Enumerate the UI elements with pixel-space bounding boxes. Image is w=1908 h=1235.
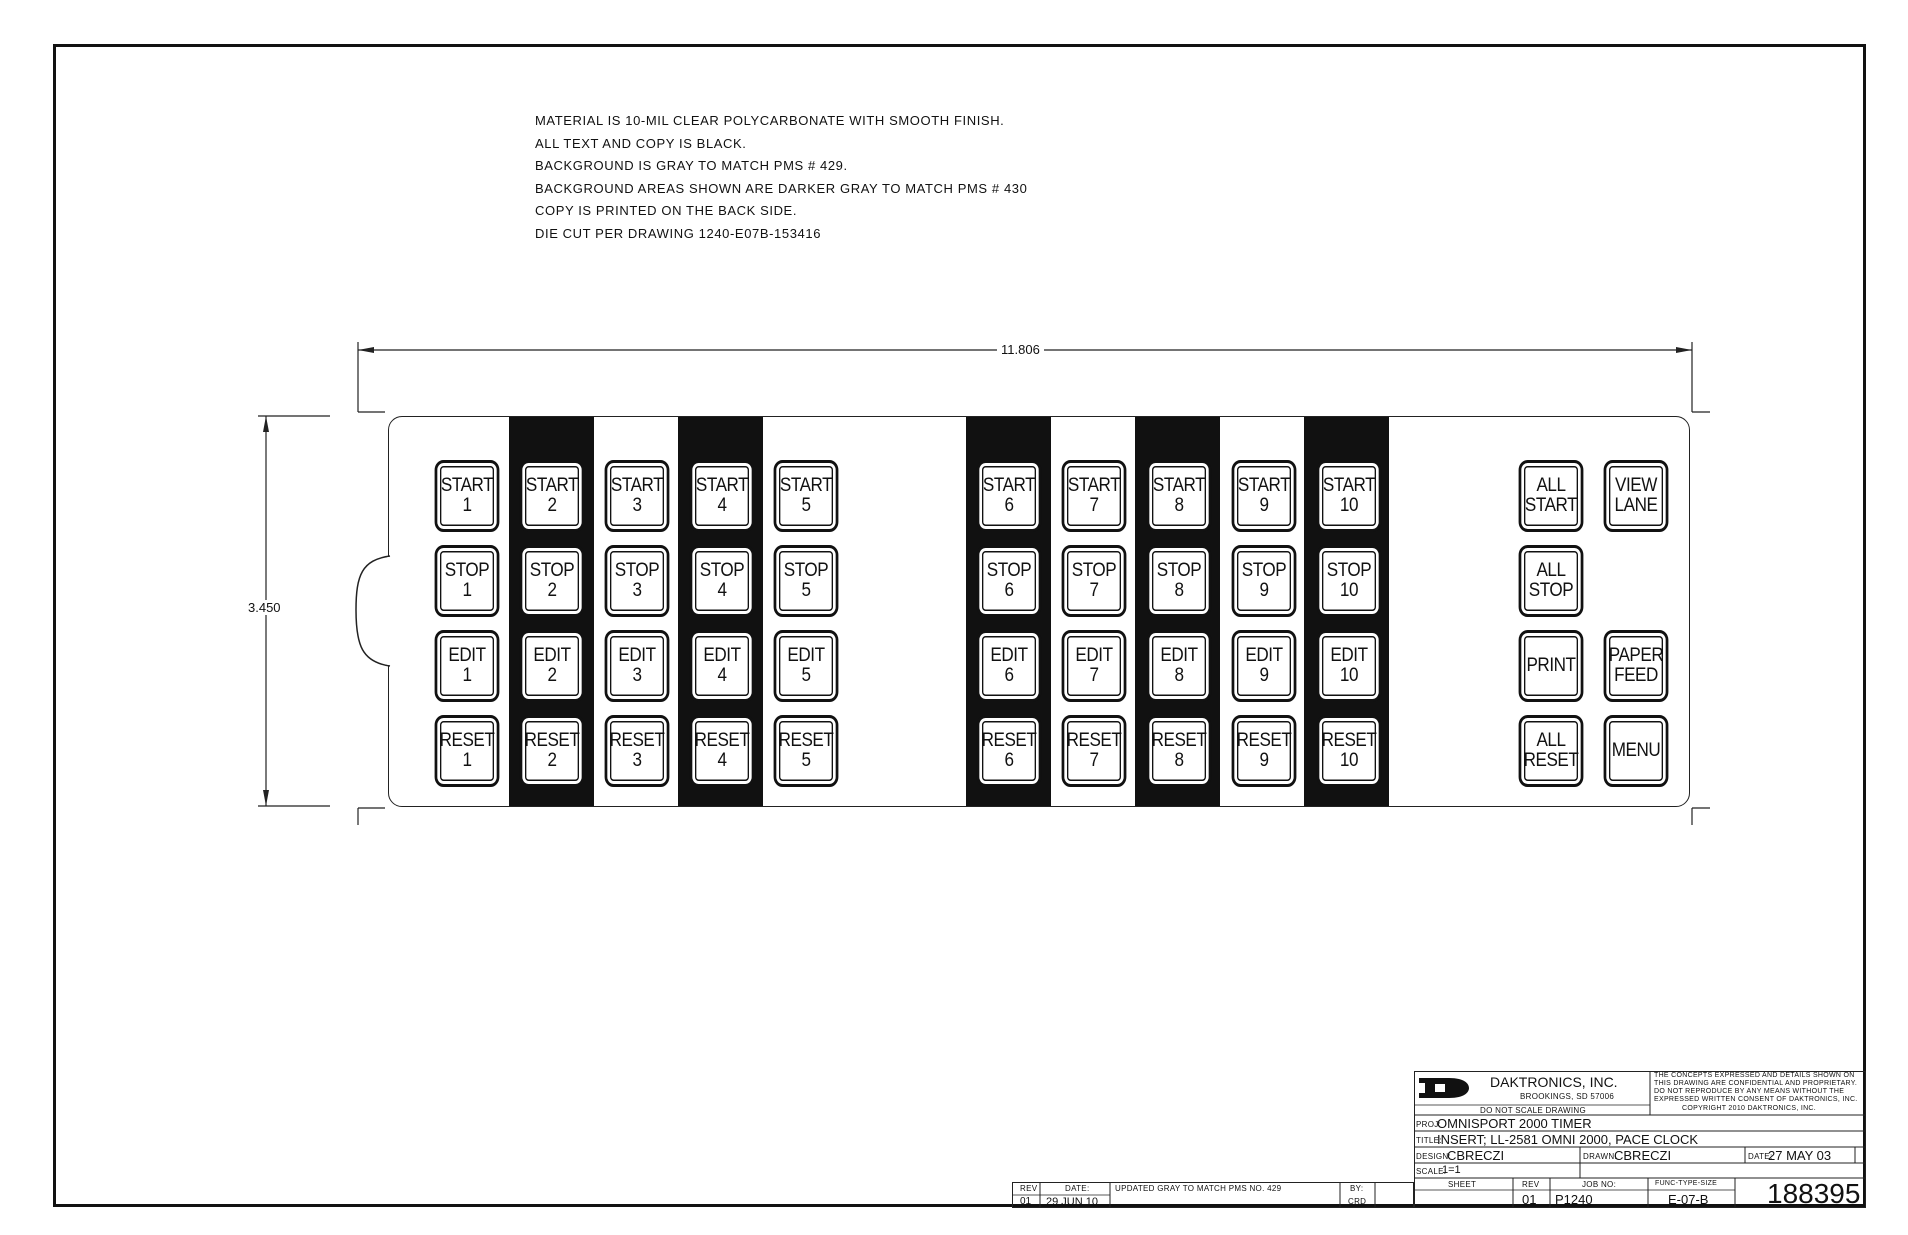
scale-value: 1=1	[1442, 1164, 1461, 1176]
key-label-line2: 9	[1259, 495, 1269, 516]
key-label-line2: 1	[462, 665, 472, 686]
key-label-line1: PAPER	[1608, 645, 1664, 666]
rev-description: UPDATED GRAY TO MATCH PMS NO. 429	[1115, 1184, 1282, 1193]
confidential-notice: THE CONCEPTS EXPRESSED AND DETAILS SHOWN ON THIS DRAWING ARE CONFIDENTIAL AND PROPRIETARY. DO NOT REPRODUCE BY ANY MEANS WITHOUT THE EXPRESSED WRITTEN CONSENT OF DAKTRONICS, INC.	[1654, 1072, 1858, 1103]
key-label-line1: RESET	[609, 730, 665, 751]
key-label-line2: 1	[462, 580, 472, 601]
key-label-line2: 8	[1174, 580, 1184, 601]
key-label-line2: 7	[1089, 580, 1099, 601]
key-label-line1: START	[440, 475, 494, 496]
key-label-line1: RESET	[1236, 730, 1292, 751]
key-label-line1: STOP	[1241, 560, 1287, 581]
copyright: COPYRIGHT 2010 DAKTRONICS, INC.	[1682, 1105, 1817, 1112]
do-not-scale: DO NOT SCALE DRAWING	[1480, 1106, 1587, 1115]
key-label-line1: START	[525, 475, 579, 496]
key-label-line2: START	[1524, 495, 1578, 516]
key-label-line1: VIEW	[1615, 475, 1657, 496]
width-dimension: 11.806	[997, 342, 1044, 357]
key-label-line2: 4	[717, 750, 727, 771]
rev-by: CRD	[1348, 1197, 1367, 1206]
company-location: BROOKINGS, SD 57006	[1520, 1092, 1615, 1101]
key-label-line1: STOP	[1156, 560, 1202, 581]
scale-label: SCALE:	[1416, 1167, 1447, 1176]
key-label-line1: START	[1067, 475, 1121, 496]
key-label-line2: 2	[547, 580, 557, 601]
company-name: DAKTRONICS, INC.	[1490, 1074, 1618, 1090]
key-label-line2: 10	[1339, 750, 1359, 771]
key-label-line1: EDIT	[990, 645, 1028, 666]
key-label-line2: 6	[1004, 495, 1014, 516]
rev-date-label: DATE:	[1065, 1184, 1090, 1193]
key-label-line1: START	[1322, 475, 1376, 496]
key-label-line1: EDIT	[787, 645, 825, 666]
key-label-line1: ALL	[1536, 475, 1566, 496]
key-label-line1: STOP	[529, 560, 575, 581]
tb-rev: 01	[1522, 1192, 1537, 1207]
key-label-line2: LANE	[1614, 495, 1658, 516]
note-line: BACKGROUND IS GRAY TO MATCH PMS # 429.	[535, 158, 848, 173]
key-label-line2: 7	[1089, 750, 1099, 771]
key-label-line1: EDIT	[1330, 645, 1368, 666]
key-label-line2: 9	[1259, 750, 1269, 771]
key-label-line1: EDIT	[1245, 645, 1283, 666]
height-dimension: 3.450	[244, 600, 285, 615]
key-label-line1: ALL	[1536, 560, 1566, 581]
key-label-line1: RESET	[1066, 730, 1122, 751]
key-label-line1: STOP	[444, 560, 490, 581]
key-label-line2: RESET	[1523, 750, 1579, 771]
date-label: DATE:	[1748, 1152, 1773, 1161]
key-label-line2: 3	[632, 750, 642, 771]
key-label-line2: 5	[801, 750, 811, 771]
drawing-number: 188395	[1767, 1178, 1861, 1209]
key-label-line2: 8	[1174, 750, 1184, 771]
drawing-title: INSERT; LL-2581 OMNI 2000, PACE CLOCK	[1437, 1132, 1699, 1147]
key-label-line2: 6	[1004, 580, 1014, 601]
key-label-line2: 7	[1089, 665, 1099, 686]
key-label-line1: ALL	[1536, 730, 1566, 751]
key-label-line1: STOP	[1326, 560, 1372, 581]
key-label-line2: 7	[1089, 495, 1099, 516]
key-label-line2: 6	[1004, 665, 1014, 686]
key-label-line1: STOP	[986, 560, 1032, 581]
key-label-line1: RESET	[694, 730, 750, 751]
job-number: P1240	[1555, 1192, 1593, 1207]
key-label-line1: STOP	[1071, 560, 1117, 581]
func-label: FUNC-TYPE-SIZE	[1655, 1180, 1718, 1187]
key-label-line2: FEED	[1614, 665, 1658, 686]
key-label-line2: 5	[801, 580, 811, 601]
key-label-line2: 1	[462, 750, 472, 771]
note-line: BACKGROUND AREAS SHOWN ARE DARKER GRAY TO MATCH PMS # 430	[535, 180, 1028, 196]
key-label-line1: STOP	[614, 560, 660, 581]
key-label-line2: 5	[801, 665, 811, 686]
note-line: ALL TEXT AND COPY IS BLACK.	[535, 135, 747, 151]
job-label: JOB NO:	[1582, 1180, 1617, 1189]
drafter: CBRECZI	[1614, 1148, 1672, 1163]
key-label-line2: 10	[1339, 580, 1359, 601]
designer: CBRECZI	[1447, 1148, 1505, 1163]
key-label-line2: 4	[717, 580, 727, 601]
note-line: MATERIAL IS 10-MIL CLEAR POLYCARBONATE WITH SMOOTH FINISH.	[535, 113, 1005, 128]
key-label-line2: 3	[632, 580, 642, 601]
key-label-line2: 6	[1004, 750, 1014, 771]
key-label-line1: EDIT	[448, 645, 486, 666]
key-label-line1: RESET	[1151, 730, 1207, 751]
key-label-line1: STOP	[783, 560, 829, 581]
key-label-line1: START	[779, 475, 833, 496]
key-label-line1: RESET	[1321, 730, 1377, 751]
daktronics-logo	[1413, 1073, 1473, 1103]
key-label-line1: START	[695, 475, 749, 496]
key-label-line1: MENU	[1611, 740, 1661, 761]
key-label-line1: RESET	[778, 730, 834, 751]
key-label-line1: START	[1152, 475, 1206, 496]
key-label-line1: EDIT	[1075, 645, 1113, 666]
key-label-line1: RESET	[981, 730, 1037, 751]
func-type-size: E-07-B	[1668, 1192, 1709, 1207]
key-label-line2: 4	[717, 665, 727, 686]
key-label-line2: 5	[801, 495, 811, 516]
key-label-line2: 2	[547, 495, 557, 516]
key-label-line2: 9	[1259, 665, 1269, 686]
note-line: DIE CUT PER DRAWING 1240-E07B-153416	[535, 225, 822, 241]
rev-date: 29 JUN 10	[1046, 1196, 1098, 1208]
rev-label: REV	[1020, 1184, 1038, 1193]
key-label-line2: 3	[632, 495, 642, 516]
key-label-line1: START	[610, 475, 664, 496]
key-label-line1: RESET	[524, 730, 580, 751]
proj-label: PROJ:	[1416, 1120, 1442, 1129]
key-label-line1: START	[982, 475, 1036, 496]
tb-rev-label: REV	[1522, 1180, 1540, 1189]
key-label-line1: EDIT	[1160, 645, 1198, 666]
project-name: OMNISPORT 2000 TIMER	[1437, 1116, 1592, 1131]
key-label-line2: 10	[1339, 495, 1359, 516]
key-label-line2: 2	[547, 665, 557, 686]
key-label-line1: RESET	[439, 730, 495, 751]
note-line: COPY IS PRINTED ON THE BACK SIDE.	[535, 203, 798, 218]
rev-value: 01	[1020, 1196, 1032, 1207]
key-label-line1: EDIT	[703, 645, 741, 666]
design-label: DESIGN:	[1416, 1152, 1451, 1161]
key-label-line2: 10	[1339, 665, 1359, 686]
key-label-line2: 8	[1174, 495, 1184, 516]
drawn-label: DRAWN:	[1583, 1152, 1617, 1161]
key-label-line2: STOP	[1528, 580, 1574, 601]
drawing-date: 27 MAY 03	[1768, 1148, 1832, 1163]
key-label-line2: 8	[1174, 665, 1184, 686]
key-label-line2: 2	[547, 750, 557, 771]
key-label-line2: 3	[632, 665, 642, 686]
key-label-line2: 4	[717, 495, 727, 516]
key-label-line2: 1	[462, 495, 472, 516]
rev-by-label: BY:	[1350, 1184, 1364, 1193]
key-label-line1: STOP	[699, 560, 745, 581]
sheet-label: SHEET	[1448, 1180, 1477, 1189]
key-label-line1: PRINT	[1526, 655, 1576, 676]
key-label-line2: 9	[1259, 580, 1269, 601]
title-label: TITLE:	[1416, 1136, 1442, 1145]
key-label-line1: EDIT	[533, 645, 571, 666]
key-label-line1: EDIT	[618, 645, 656, 666]
key-label-line1: START	[1237, 475, 1291, 496]
